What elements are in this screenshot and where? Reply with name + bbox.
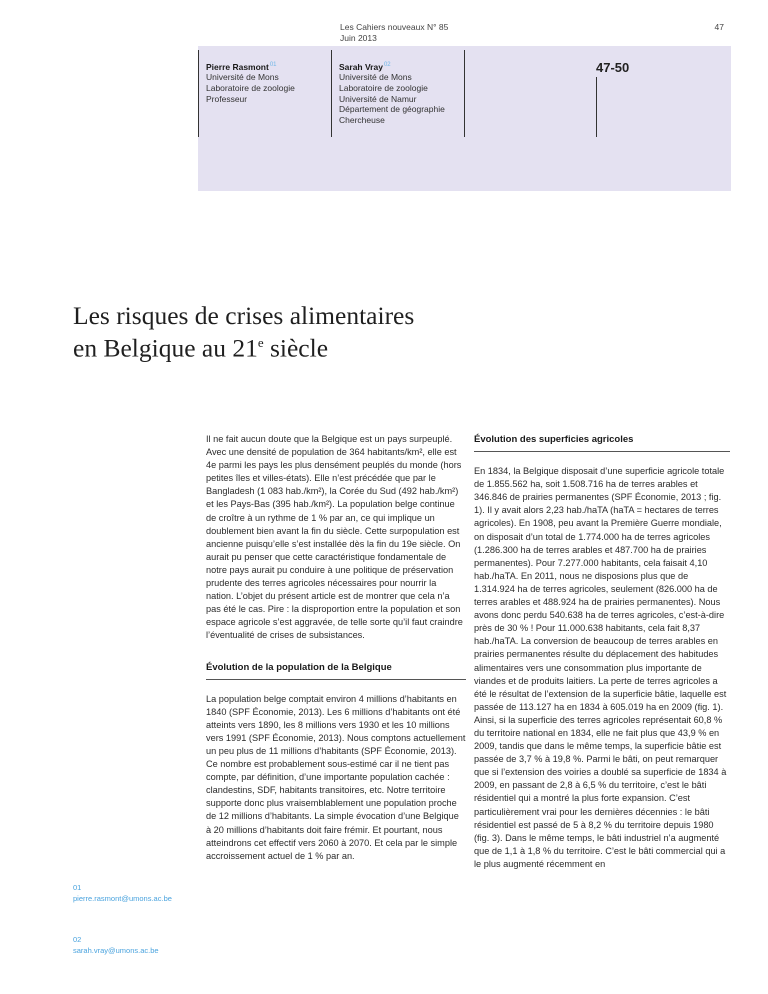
author-role: Professeur [206, 93, 248, 104]
author-block-2 [339, 60, 445, 125]
footnote-2 [73, 935, 159, 956]
agriculture-paragraph: En 1834, la Belgique disposait d’une superficie agricole totale de 1.855.562 ha, soit 1.508.716 ha de terres arables et 346.846 de prairies permanentes (SPF Économie, 2013 ; fig. 1). Il y avait alors 2,23 hab./haTA (haTA = hectares de terres agricoles). En 1908, peu avant la Première Guerre mondiale, on disposait d’un total de 1.774.000 ha de terres agricoles (1.286.300 ha de terres arables et 487.700 ha de prairies permanentes). Pour 7.277.000 habitants, cela faisait 4,10 hab./haTA. En 2011, nous ne disposions plus que de 1.314.924 ha de terres agricoles, seulement (826.000 ha de terres arables et 488.924 ha de prairies permanentes). Nous avons donc perdu 540.638 ha de terres agricoles, c’est-à-dire près de 30 % ! Pour 11.000.638 habitants, cela fait 8,37 hab./haTA. La conversion de beaucoup de terres arables en prairies permanentes résulte du déplacement des habitudes alimentaires vers une consommation plus importante de viandes et de produits laitiers. La perte de terres agricoles a été le résultat de l’extension de la superficie bâtie, laquelle est passée de 113.127 ha en 1834 à 605.019 ha en 2009 (fig. 1). Ainsi, si la superficie des terres agricoles représentait 60,8 % du territoire national en 1834, elle ne fait plus que 43,9 % en 2009, tandis que dans le même temps, la superficie bâtie est passée de 3,7 % à 19,8 %. Parmi le bâti, on peut remarquer que si l’extension des voiries a doublé sa superficie de 1834 à 2009, en passant de 2,8 à 6,5 % du territoire, c’est le bâti résidentiel qui a montré la plus forte expansion. C’est particulièrement vrai pour les dernières décennies : le bâti résidentiel est passé de 5 à 8,2 % du territoire depuis 1980 (fig. 3). Dans le même temps, le bâti industriel n’a augmenté que de 1,1 à 1,8 % du territoire. C’est le bâti commercial qui a le plus augmenté récemment en [474, 466, 727, 869]
intro-paragraph: Il ne fait aucun doute que la Belgique est un pays surpeuplé. Avec une densité de population de 364 habitants/km², elle est 4e parmi les pays les plus densément peuplés du monde (hors petites îles et villes-états). Elle n’est précédée que par le Bangladesh (1 083 hab./km²), la Corée du Sud (492 hab./km²) et les Pays-Bas (395 hab./km²). La population belge continue de croître à un rythme de 1 % par an, ce qui implique un doublement bien avant la fin du siècle. Cette surpopulation est ancienne puisqu’elle s’est installée dès la fin du 19e siècle. On aurait pu penser que cette caractéristique fondamentale de notre pays aurait pu conduire à une politique de préservation prudente des terres agricoles nécessaires pour nourrir la nation. L’objet du présent article est de montrer que cela n’a pas été le cas. Pire : la disproportion entre la population et son espace agricole s’est aggravée, de telle sorte qu’il faut craindre l’éventualité de crises de subsistances. [206, 434, 463, 641]
section-heading-agriculture: Évolution des superficies agricoles [474, 433, 730, 452]
issue-date: Juin 2013 [340, 33, 377, 43]
author-ref: 02 [383, 62, 391, 68]
footnote-ref: 02 [73, 935, 82, 944]
article-title [73, 302, 414, 362]
author-affiliation: Université de Namur [339, 93, 417, 104]
author-affiliation: Laboratoire de zoologie [339, 83, 428, 94]
author-name: Sarah Vray [339, 61, 383, 72]
author-name: Pierre Rasmont [206, 61, 269, 72]
author-email-link[interactable]: sarah.vray@umons.ac.be [73, 945, 159, 955]
journal-name: Les Cahiers nouveaux N° 85 [340, 22, 449, 32]
population-paragraph: La population belge comptait environ 4 millions d’habitants en 1840 (SPF Économie, 2013). Les 6 millions d’habitants ont été atteints vers 1890, les 8 millions vers 1930 et les 10 millions vers 1991 (SPF Économie, 2013). Nous comptons actuellement un peu plus de 11 millions d’habitants (SPF Économie, 2013). Ce nombre est probablement sous-estimé car il ne tient pas compte, par définition, d’une importante population cachée : clandestins, SDF, habitants transitoires, etc. Notre territoire supporte donc plus vraisemblablement une population proche de 12 millions d’habitants. La simple évocation d’une Belgique à 20 millions d’habitants doit faire frémir. Et pourtant, nous atteindrons cet effectif vers 2060 à 2070. Et cela par le simple accroissement actuel de 1 % par an. [206, 693, 466, 861]
article-column-left [206, 433, 466, 863]
column-divider [198, 50, 199, 137]
author-affiliation: Département de géographie [339, 104, 445, 115]
author-ref: 01 [269, 62, 277, 68]
page-range: 47-50 [596, 60, 630, 75]
author-email-link[interactable]: pierre.rasmont@umons.ac.be [73, 893, 172, 903]
column-divider [464, 50, 465, 137]
journal-info [340, 22, 448, 44]
footnote-ref: 01 [73, 883, 82, 892]
title-line-2: en Belgique au 21e siècle [73, 333, 329, 363]
author-affiliation: Université de Mons [339, 72, 412, 83]
column-divider [596, 77, 597, 137]
page-number: 47 [714, 22, 724, 32]
footnote-1 [73, 883, 183, 904]
author-affiliation: Laboratoire de zoologie [206, 83, 295, 94]
column-divider [331, 50, 332, 137]
section-heading-population: Évolution de la population de la Belgique [206, 661, 466, 680]
author-affiliation: Université de Mons [206, 72, 279, 83]
author-role: Chercheuse [339, 114, 385, 125]
author-block-1 [206, 60, 295, 104]
title-line-1: Les risques de crises alimentaires [73, 301, 415, 330]
article-column-right [474, 433, 730, 871]
